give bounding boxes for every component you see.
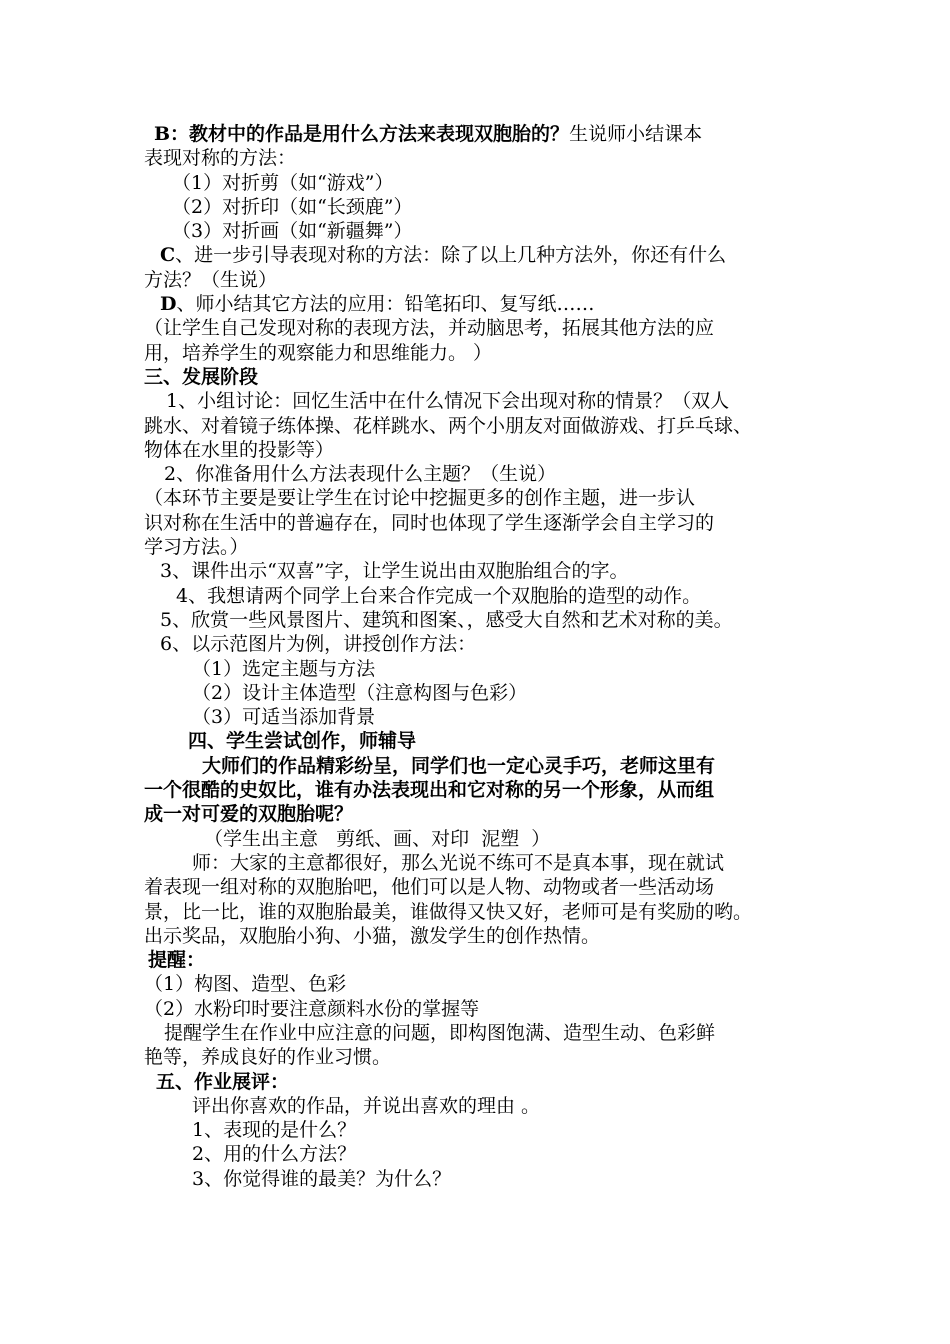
- section-4-title: 四、学生尝试创作，师辅导: [188, 730, 417, 753]
- paragraph-b: [144, 122, 814, 146]
- evaluation-intro: 评出你喜欢的作品，并说出喜欢的理由 。: [192, 1094, 541, 1117]
- paragraph-c: [144, 243, 814, 267]
- item-3-4: 4、我想请两个同学上台来合作完成一个双胞胎的造型的动作。: [176, 584, 702, 607]
- item-3-1-line3: 物体在水里的投影等）: [144, 438, 335, 461]
- item-3-2: 2、你准备用什么方法表现什么主题？（生说）: [164, 463, 557, 486]
- paragraph-d: [144, 292, 814, 316]
- method-2: （2）对折印（如“长颈鹿”）: [172, 195, 413, 218]
- paragraph-b-line2: 表现对称的方法：: [144, 147, 297, 170]
- remind-title: 提醒：: [148, 949, 206, 972]
- bold-paragraph-line2: 一个很酷的史奴比，谁有办法表现出和它对称的另一个形象，从而组: [144, 779, 715, 802]
- remind-2: （2）水粉印时要注意颜料水份的掌握等: [144, 997, 480, 1020]
- teacher-line4: 出示奖品，双胞胎小狗、小猫，激发学生的创作热情。: [144, 924, 601, 947]
- paragraph-b-rest: 生说师小结课本: [569, 123, 703, 145]
- student-ideas: （学生出主意 剪纸、画、对印 泥塑 ）: [204, 827, 551, 850]
- method-1: （1）对折剪（如“游戏”）: [172, 171, 394, 194]
- remind-line2: 艳等，养成良好的作业习惯。: [144, 1046, 392, 1069]
- paragraph-d-text: 、师小结其它方法的应用：铅笔拓印、复写纸……: [176, 293, 595, 316]
- label-c: C: [160, 244, 176, 267]
- method-3: （3）对折画（如“新疆舞”）: [172, 220, 413, 243]
- question-1: 1、表现的是什么？: [192, 1119, 357, 1142]
- paragraph-c-text: 、进一步引导表现对称的方法：除了以上几种方法外，你还有什么: [175, 244, 727, 267]
- question-b: B：教材中的作品是用什么方法来表现双胞胎的？: [154, 123, 570, 145]
- item-3-1-line2: 跳水、对着镜子练体操、花样跳水、两个小朋友对面做游戏、打乒乓球、: [144, 414, 753, 437]
- step-3: （3）可适当添加背景: [192, 706, 376, 729]
- item-3-5: 5、欣赏一些风景图片、建筑和图案、，感受大自然和艺术对称的美。: [160, 608, 733, 631]
- note-2-line1: （本环节主要是要让学生在讨论中挖掘更多的创作主题，进一步认: [144, 487, 696, 510]
- bold-paragraph-line3: 成一对可爱的双胞胎呢？: [144, 803, 354, 826]
- remind-1: （1）构图、造型、色彩: [144, 973, 347, 996]
- remind-line1: 提醒学生在作业中应注意的问题，即构图饱满、造型生动、色彩鲜: [164, 1021, 716, 1044]
- teacher-line3: 景，比一比，谁的双胞胎最美，谁做得又快又好，老师可是有奖励的哟。: [144, 900, 753, 923]
- item-3-1-line1: 1、小组讨论：回忆生活中在什么情况下会出现对称的情景？（双人: [166, 390, 730, 413]
- note-2-line3: 学习方法。）: [144, 536, 249, 559]
- item-3-6: 6、以示范图片为例，讲授创作方法：: [160, 633, 477, 656]
- question-3: 3、你觉得谁的最美？为什么？: [192, 1167, 452, 1190]
- document-page: [144, 122, 814, 1191]
- teacher-line1: 师：大家的主意都很好，那么光说不练可不是真本事，现在就试: [192, 851, 725, 874]
- item-3-3: 3、课件出示“双喜”字，让学生说出由双胞胎组合的字。: [160, 560, 629, 583]
- label-d: D: [160, 293, 177, 316]
- note-1-line2: 用，培养学生的观察能力和思维能力。 ）: [144, 341, 493, 364]
- bold-paragraph-line1: 大师们的作品精彩纷呈，同学们也一定心灵手巧，老师这里有: [202, 754, 716, 777]
- step-2: （2）设计主体造型（注意构图与色彩）: [192, 681, 528, 704]
- note-2-line2: 识对称在生活中的普遍存在，同时也体现了学生逐渐学会自主学习的: [144, 511, 715, 534]
- step-1: （1）选定主题与方法: [192, 657, 376, 680]
- teacher-line2: 着表现一组对称的双胞胎吧，他们可以是人物、动物或者一些活动场: [144, 876, 715, 899]
- section-5-title: 五、作业展评：: [156, 1070, 290, 1093]
- question-2: 2、用的什么方法？: [192, 1143, 357, 1166]
- paragraph-c-line2: 方法？（生说）: [144, 268, 278, 291]
- section-3-title: 三、发展阶段: [144, 365, 259, 388]
- note-1-line1: （让学生自己发现对称的表现方法，并动脑思考，拓展其他方法的应: [144, 317, 715, 340]
